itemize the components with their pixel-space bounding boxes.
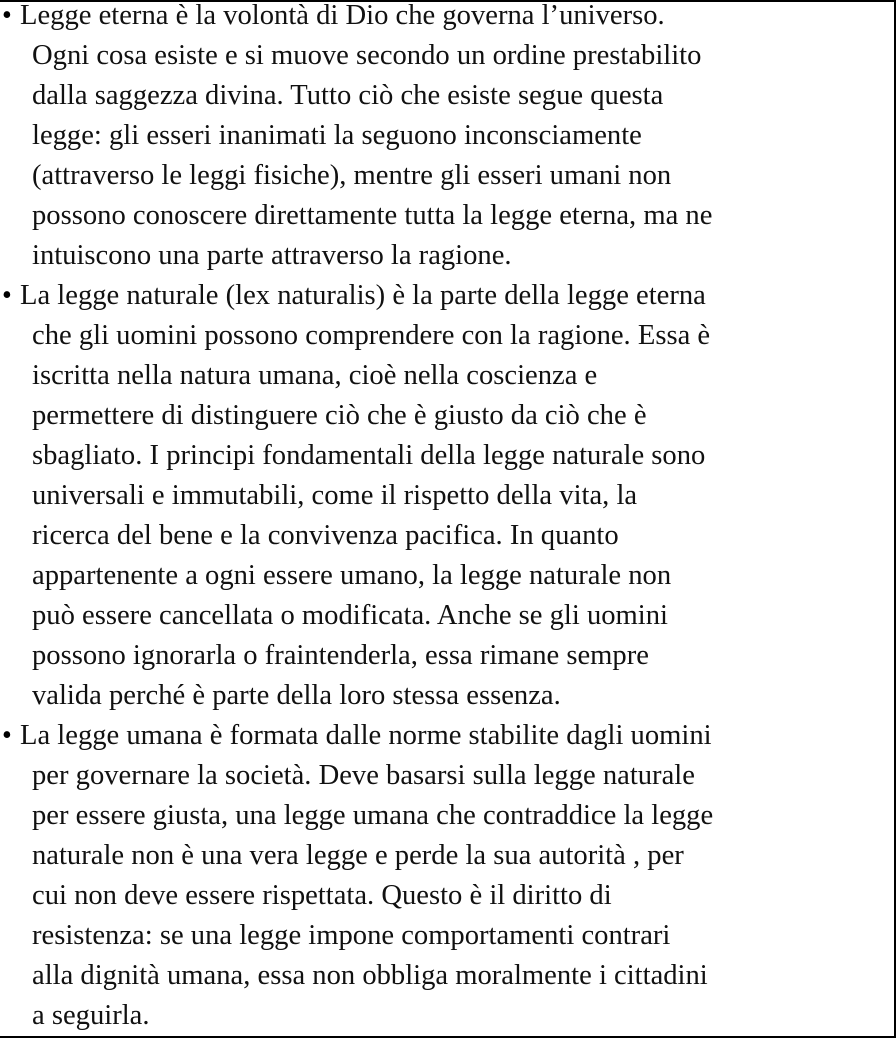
text-line: intuiscono una parte attraverso la ragione. [32, 240, 512, 271]
text-line: permettere di distinguere ciò che è giusto da ciò che è [32, 400, 647, 431]
text-line: sbagliato. I principi fondamentali della legge naturale sono [32, 440, 706, 471]
text-line: dalla saggezza divina. Tutto ciò che esiste segue questa [32, 80, 664, 111]
text-line: La legge umana è formata dalle norme stabilite dagli uomini [20, 720, 712, 751]
text-line: per essere giusta, una legge umana che contraddice la legge [32, 800, 714, 831]
list-item-legge-eterna [0, 0, 880, 276]
text-line: può essere cancellata o modificata. Anche se gli uomini [32, 600, 668, 631]
list-item-text [20, 0, 880, 276]
text-line: iscritta nella natura umana, cioè nella coscienza e [32, 360, 598, 391]
text-line: cui non deve essere rispettata. Questo è il diritto di [32, 880, 612, 911]
text-line: che gli uomini possono comprendere con la ragione. Essa è [32, 320, 711, 351]
text-line: naturale non è una vera legge e perde la sua autorità , per [32, 840, 684, 871]
text-line: ricerca del bene e la convivenza pacifica. In quanto [32, 520, 619, 551]
bullet-icon: • [2, 720, 12, 751]
bullet-icon: • [2, 280, 12, 311]
text-line: a seguirla. [32, 1000, 150, 1031]
text-line: Legge eterna è la volontà di Dio che governa l’universo. [20, 0, 665, 31]
text-line: alla dignità umana, essa non obbliga moralmente i cittadini [32, 960, 708, 991]
text-line: legge: gli esseri inanimati la seguono inconsciamente [32, 120, 642, 151]
text-line: La legge naturale (lex naturalis) è la parte della legge eterna [20, 280, 706, 311]
text-line: Ogni cosa esiste e si muove secondo un ordine prestabilito [32, 40, 702, 71]
text-line: possono conoscere direttamente tutta la legge eterna, ma ne [32, 200, 713, 231]
bullet-icon: • [2, 0, 12, 31]
text-line: appartenente a ogni essere umano, la legge naturale non [32, 560, 672, 591]
text-line: universali e immutabili, come il rispetto della vita, la [32, 480, 638, 511]
list-item-text [20, 276, 880, 716]
text-line: resistenza: se una legge impone comportamenti contrari [32, 920, 671, 951]
text-line: valida perché è parte della loro stessa essenza. [32, 680, 561, 711]
text-line: per governare la società. Deve basarsi sulla legge naturale [32, 760, 695, 791]
list-item-legge-naturale [0, 276, 880, 716]
list-item-text [20, 716, 880, 1036]
text-line: possono ignorarla o fraintenderla, essa rimane sempre [32, 640, 649, 671]
list-item-legge-umana [0, 716, 880, 1036]
text-line: (attraverso le leggi fisiche), mentre gli esseri umani non [32, 160, 672, 191]
